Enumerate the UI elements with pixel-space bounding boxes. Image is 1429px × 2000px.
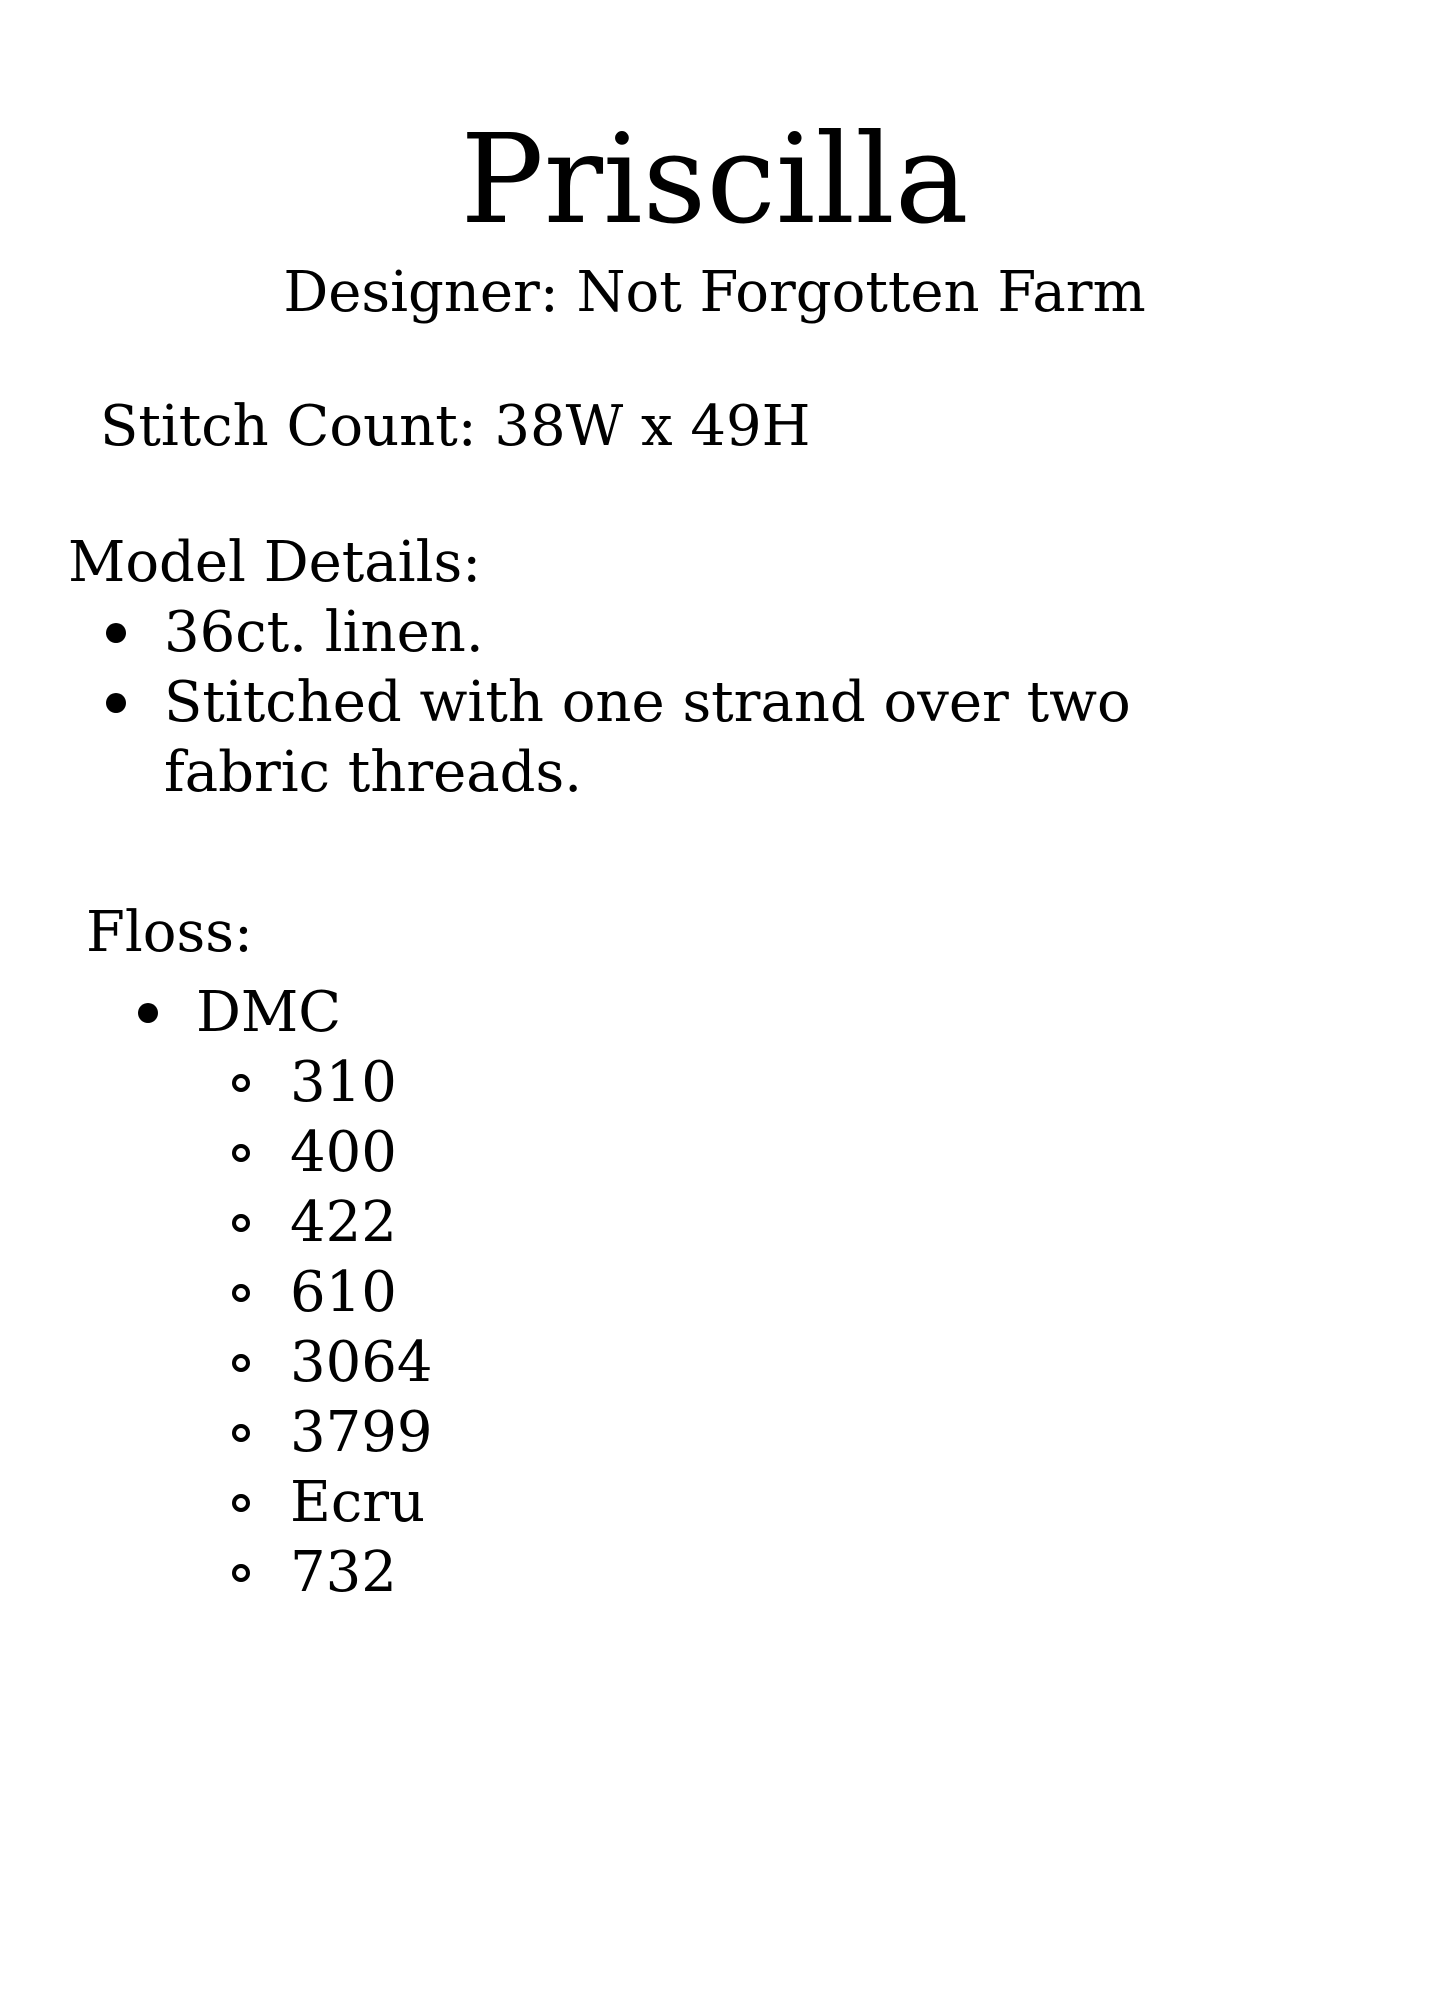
bullet-icon xyxy=(106,693,126,713)
model-detail-text: 36ct. linen. xyxy=(164,600,484,665)
circle-bullet-icon xyxy=(232,1494,250,1512)
list-item xyxy=(196,978,1196,1608)
floss-color: 732 xyxy=(290,1540,397,1605)
floss-color: 422 xyxy=(290,1190,397,1255)
floss-color: 310 xyxy=(290,1050,397,1115)
list-item xyxy=(164,668,1264,808)
list-item xyxy=(290,1328,1196,1398)
list-item xyxy=(290,1258,1196,1328)
list-item xyxy=(290,1188,1196,1258)
model-detail-text: Stitched with one strand over two fabric threads. xyxy=(164,670,1131,805)
model-details-heading: Model Details: xyxy=(68,530,482,595)
floss-color: Ecru xyxy=(290,1470,426,1535)
bullet-icon xyxy=(106,623,126,643)
list-item xyxy=(290,1398,1196,1468)
circle-bullet-icon xyxy=(232,1214,250,1232)
list-item xyxy=(290,1468,1196,1538)
floss-color: 610 xyxy=(290,1260,397,1325)
pattern-title: Priscilla xyxy=(460,108,969,252)
floss-color: 400 xyxy=(290,1120,397,1185)
circle-bullet-icon xyxy=(232,1424,250,1442)
floss-color-list xyxy=(196,1048,1196,1608)
floss-brand: DMC xyxy=(196,980,342,1045)
list-item xyxy=(290,1048,1196,1118)
model-details-list xyxy=(164,598,1264,808)
list-item xyxy=(164,598,1264,668)
designer-line: Designer: Not Forgotten Farm xyxy=(283,260,1146,325)
floss-heading: Floss: xyxy=(86,900,253,965)
stitch-count: Stitch Count: 38W x 49H xyxy=(100,394,811,459)
circle-bullet-icon xyxy=(232,1564,250,1582)
circle-bullet-icon xyxy=(232,1284,250,1302)
floss-color: 3064 xyxy=(290,1330,433,1395)
circle-bullet-icon xyxy=(232,1354,250,1372)
list-item xyxy=(290,1538,1196,1608)
bullet-icon xyxy=(138,1003,158,1023)
floss-color: 3799 xyxy=(290,1400,433,1465)
floss-list xyxy=(196,978,1196,1608)
list-item xyxy=(290,1118,1196,1188)
circle-bullet-icon xyxy=(232,1144,250,1162)
circle-bullet-icon xyxy=(232,1074,250,1092)
